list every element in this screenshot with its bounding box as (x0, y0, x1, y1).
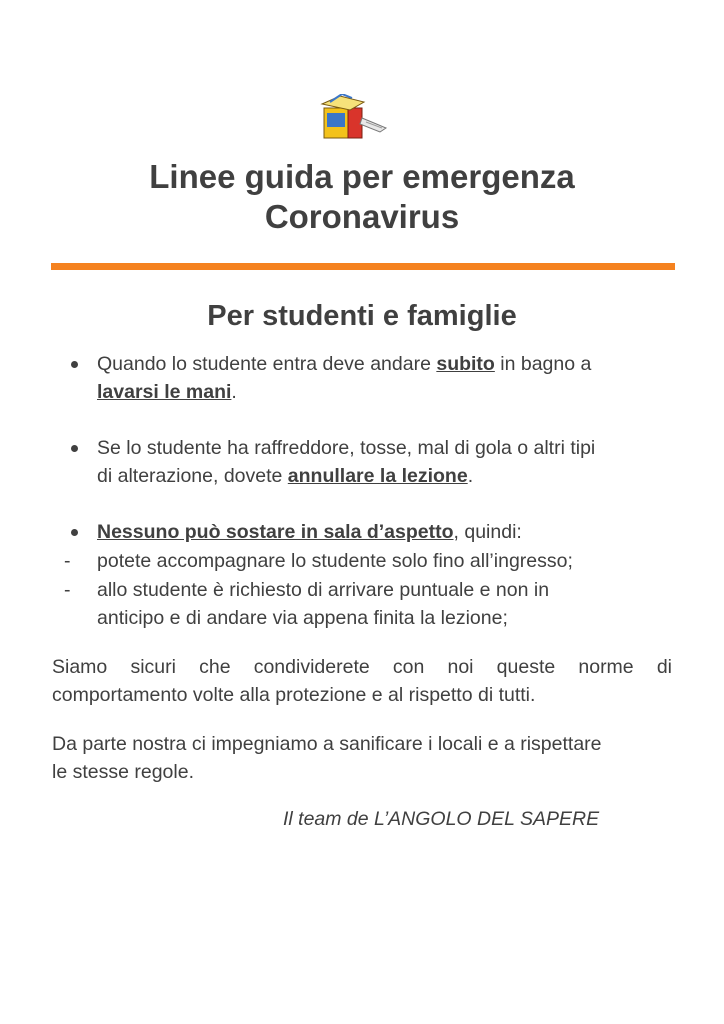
paragraph-1-line-1: Siamo sicuri che condividerete con noi queste norme di (52, 656, 672, 678)
bullet-dot (71, 361, 78, 368)
orange-divider (51, 263, 675, 270)
bullet-1-text-end: in bagno a (494, 353, 592, 375)
bullet-3-text: , quindi: (453, 521, 522, 543)
paragraph-2-line-2: le stesse regole. (52, 761, 194, 783)
bullet-1-line-2 (97, 380, 237, 404)
dash-marker: - (64, 550, 71, 572)
stack-of-books-logo-icon (316, 94, 396, 140)
dash-marker: - (64, 579, 71, 601)
bullet-1-line-1 (97, 352, 591, 376)
bullet-1-emphasis-2: lavarsi le mani (97, 381, 232, 403)
bullet-2-period: . (467, 465, 474, 487)
dash-item-1: potete accompagnare lo studente solo fino all’ingresso; (97, 550, 573, 572)
dash-item-2-line-2: anticipo e di andare via appena finita la lezione; (97, 607, 508, 629)
bullet-1-period: . (231, 381, 237, 403)
bullet-2-line-1: Se lo studente ha raffreddore, tosse, mal di gola o altri tipi (97, 437, 596, 459)
dash-item-2-line-1: allo studente è richiesto di arrivare puntuale e non in (97, 579, 550, 601)
paragraph-1-line-2: comportamento volte alla protezione e al rispetto di tutti. (52, 684, 536, 706)
bullet-2-text: di alterazione, dovete (97, 465, 288, 487)
bullet-3-emphasis: Nessuno può sostare in sala d’aspetto (97, 521, 454, 543)
signature: Il team de L’ANGOLO DEL SAPERE (283, 808, 600, 830)
bullet-2-emphasis: annullare la lezione (287, 465, 468, 487)
document-title-line-2: Coronavirus (264, 198, 460, 235)
bullet-1-text: Quando lo studente entra deve andare (97, 353, 437, 375)
bullet-2-line-2 (97, 464, 473, 488)
document-title-line-1: Linee guida per emergenza (149, 158, 575, 195)
bullet-dot (71, 445, 78, 452)
section-heading: Per studenti e famiglie (207, 300, 517, 332)
paragraph-2-line-1: Da parte nostra ci impegniamo a sanificare i locali e a rispettare (52, 733, 602, 755)
bullet-3-line (97, 520, 522, 544)
bullet-dot (71, 529, 78, 536)
bullet-1-emphasis: subito (436, 353, 495, 375)
